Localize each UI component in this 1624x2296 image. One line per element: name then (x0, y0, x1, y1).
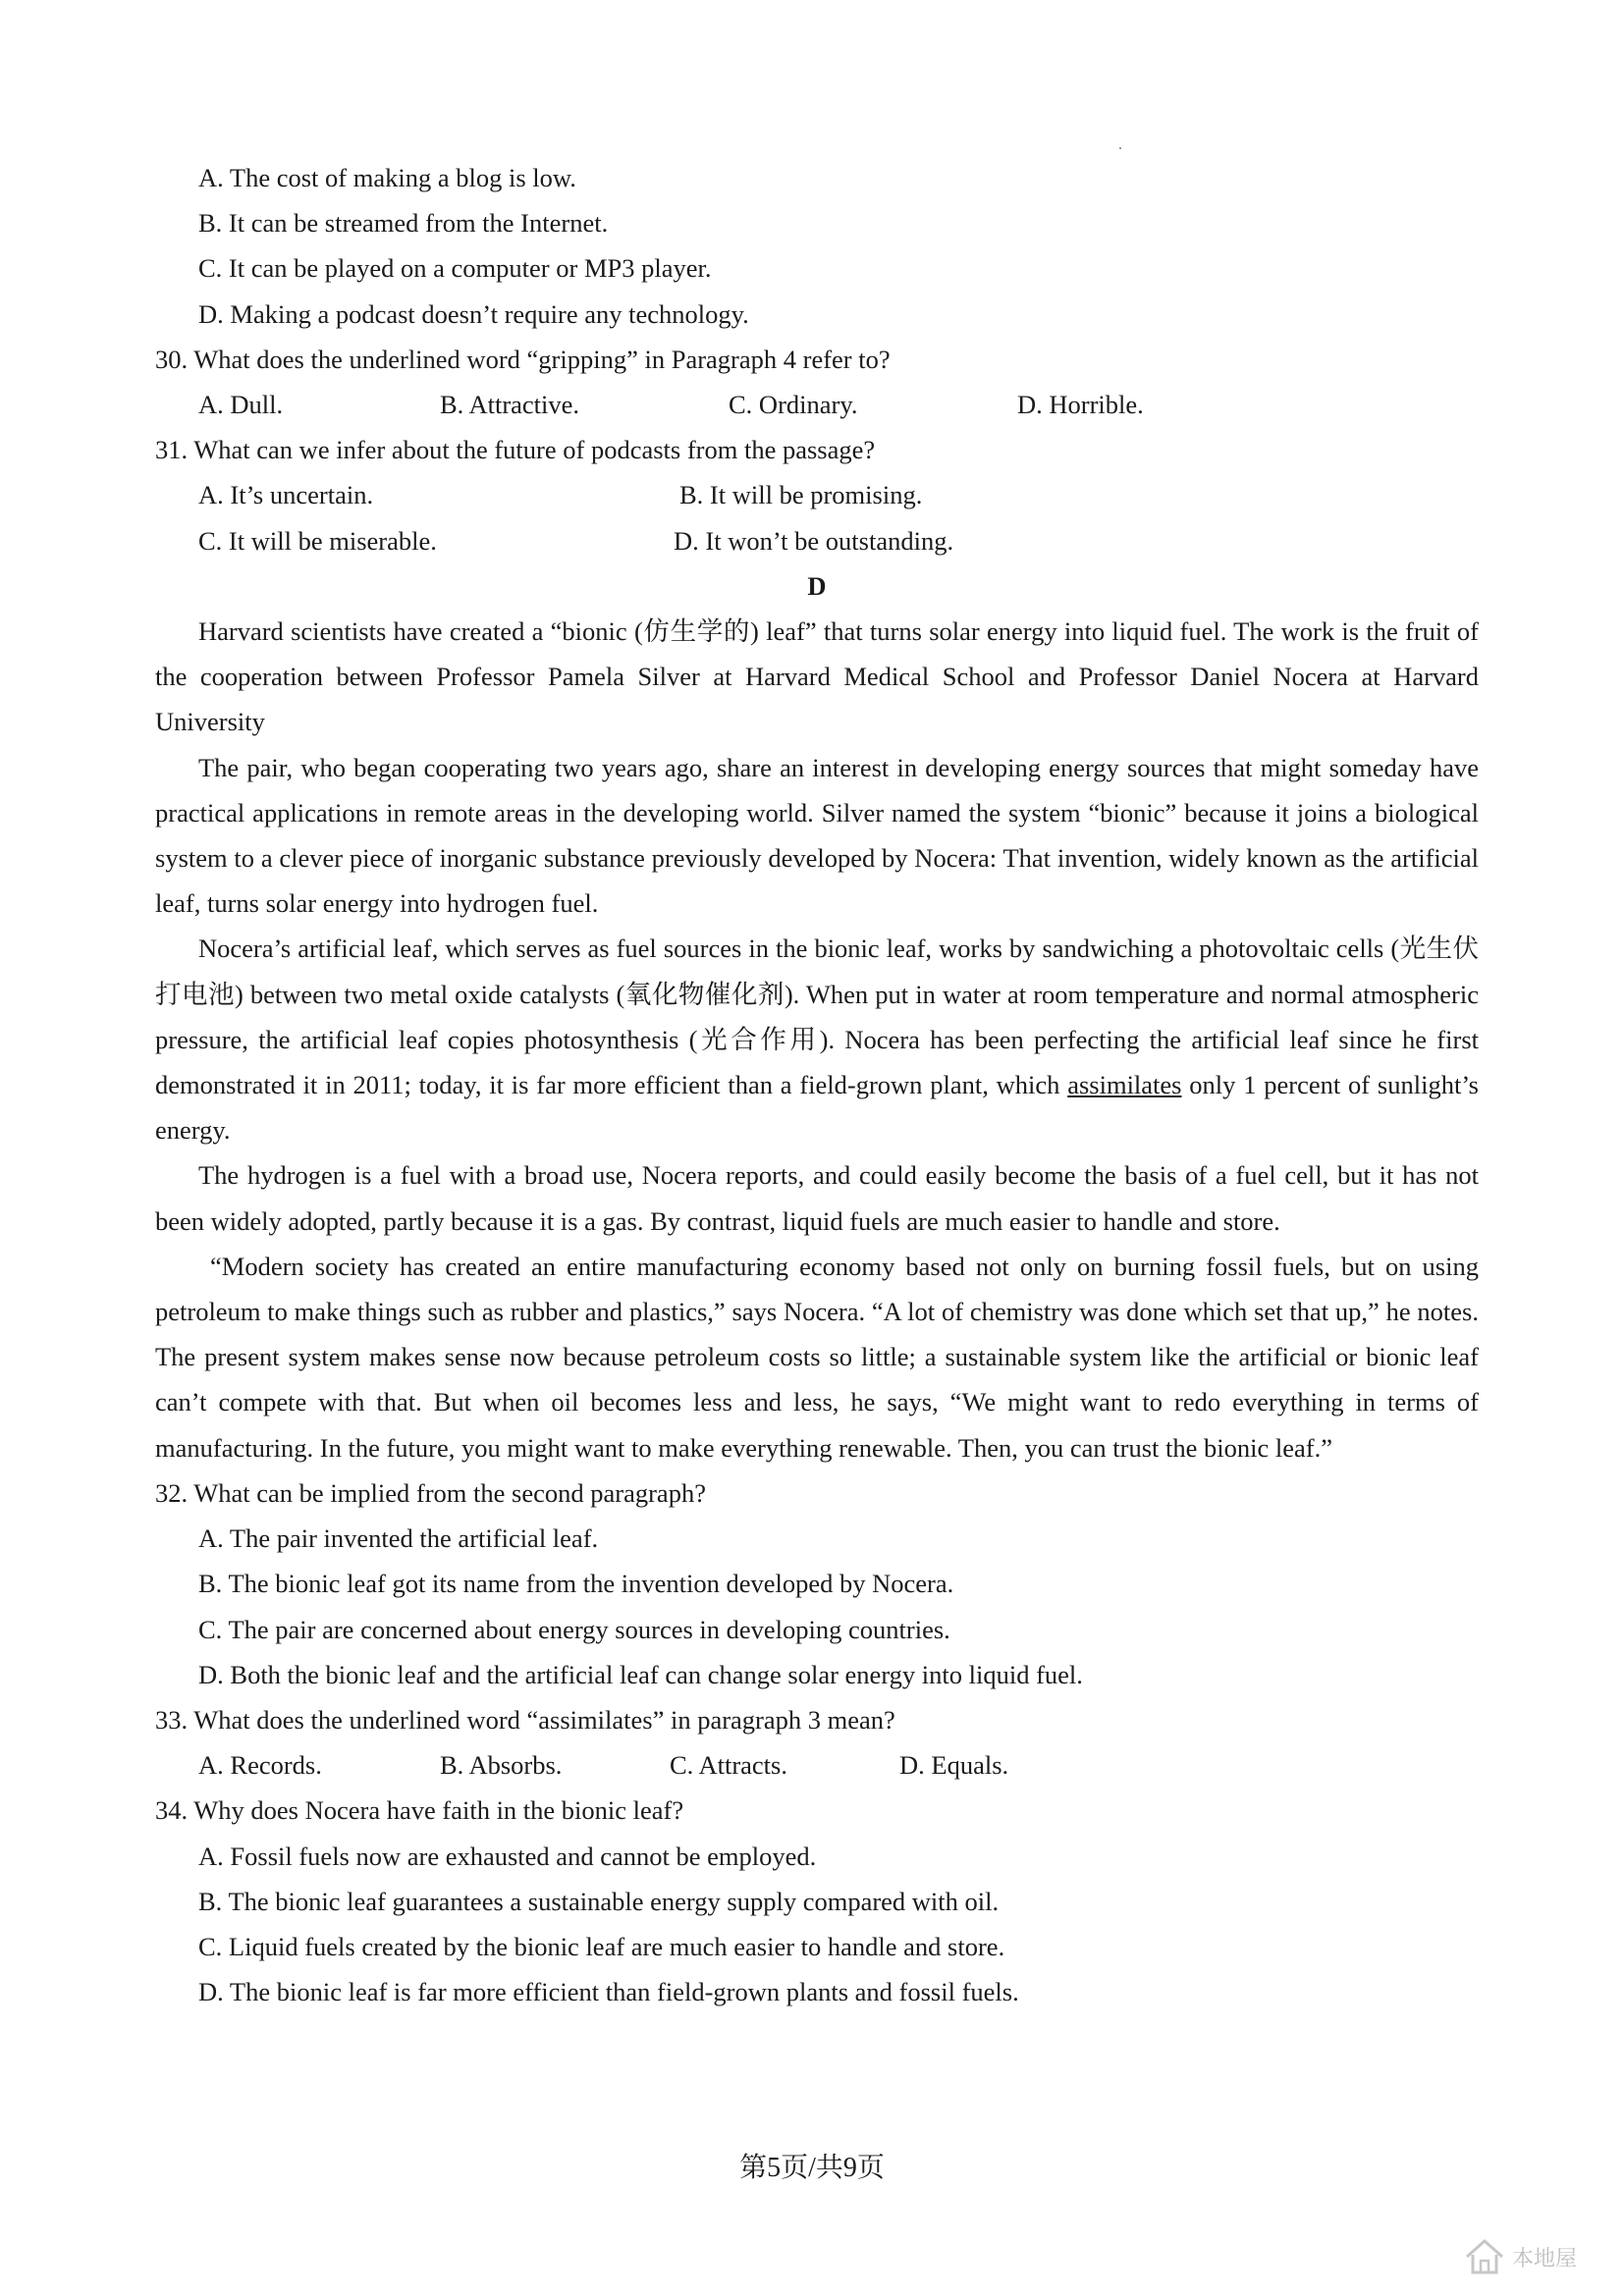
q32-option-a: A. The pair invented the artificial leaf. (198, 1523, 599, 1554)
q34-option-a: A. Fossil fuels now are exhausted and cannot be employed. (198, 1841, 817, 1871)
q31-stem: 31. What can we infer about the future of podcasts from the passage? (155, 435, 876, 465)
site-watermark (1463, 2229, 1610, 2284)
watermark-text: 本地屋 (1512, 2246, 1578, 2271)
passage-paragraph-5: “Modern society has created an entire manufacturing economy based not only on burning fossil fuels, but on using petroleum to make things such as rubber and plastics,” says Nocera. “A lot of chemistry was done which set that up,” he notes. The present system makes sense now because petroleum costs so little; a sustainable system like the artificial or bionic leaf can’t compete with that. But when oil becomes less and less, he says, “We might want to redo everything in terms of manufacturing. In the future, you might want to make everything renewable. Then, you can trust the bionic leaf.” (155, 1251, 1479, 1463)
q30-option-b: B. Attractive. (440, 390, 580, 420)
q29-option-c: C. It can be played on a computer or MP3 player. (198, 253, 712, 284)
passage-paragraph-4: The hydrogen is a fuel with a broad use, Nocera reports, and could easily become the basis of a fuel cell, but it has not been widely adopted, partly because it is a gas. By contrast, liquid fuels are much easier to handle and store. (155, 1160, 1479, 1236)
q31-option-d: D. It won’t be outstanding. (674, 525, 954, 556)
q32-stem: 32. What can be implied from the second paragraph? (155, 1477, 706, 1508)
passage-paragraph-2: The pair, who began cooperating two years ago, share an interest in developing energy sources that might someday have practical applications in remote areas in the developing world. Silver named the system “bionic” because it joins a biological system to a clever piece of inorganic substance previously developed by Nocera: That invention, widely known as the artificial leaf, turns solar energy into hydrogen fuel. (155, 752, 1479, 919)
q31-option-a: A. It’s uncertain. (198, 480, 374, 510)
q30-options (155, 382, 1479, 427)
q34-option-d: D. The bionic leaf is far more efficient than field-grown plants and fossil fuels. (198, 1977, 1019, 2007)
q30-option-a: A. Dull. (198, 390, 284, 420)
q32-option-c: C. The pair are concerned about energy sources in developing countries. (198, 1614, 950, 1644)
section-title: D (807, 570, 827, 601)
q33-stem: 33. What does the underlined word “assimilates” in paragraph 3 mean? (155, 1704, 895, 1735)
q33-option-c: C. Attracts. (670, 1750, 787, 1781)
q30-option-c: C. Ordinary. (729, 390, 858, 420)
q30-option-d: D. Horrible. (1017, 390, 1144, 420)
q29-option-d: D. Making a podcast doesn’t require any technology. (198, 298, 749, 329)
passage-paragraph-3 (155, 926, 1479, 1152)
exam-page (155, 155, 1479, 2014)
q34-stem: 34. Why does Nocera have faith in the bionic leaf? (155, 1795, 684, 1826)
q33-options (155, 1742, 1479, 1788)
scan-speck (1119, 147, 1121, 149)
q31-options-row2 (155, 518, 1479, 563)
q34-option-b: B. The bionic leaf guarantees a sustainable energy supply compared with oil. (198, 1886, 1000, 1916)
q29-option-a: A. The cost of making a blog is low. (198, 163, 576, 192)
q30-stem: 30. What does the underlined word “gripping” in Paragraph 4 refer to? (155, 344, 891, 374)
house-logo-icon (1463, 2235, 1506, 2278)
q29-option-b: B. It can be streamed from the Internet. (198, 208, 609, 239)
q32-option-d: D. Both the bionic leaf and the artificial leaf can change solar energy into liquid fuel. (198, 1659, 1083, 1689)
p3-text-after: only 1 percent of sunlight’s energy. (155, 1070, 1479, 1146)
underlined-word-assimilates: assimilates (1067, 1070, 1182, 1100)
p3-text-before: Nocera’s artificial leaf, which serves as fuel sources in the bionic leaf, works by sandwiching a photovoltaic cells (光生伏打电池) between two metal oxide catalysts (氧化物催化剂). When put in water at room temperature and normal atmospheric pressure, the artificial leaf copies photosynthesis (光合作用). Nocera has been perfecting the artificial leaf since he first demonstrated it in 2011; today, it is far more efficient than a field-grown plant, which (155, 934, 1479, 1100)
page-number-footer: 第5页/共9页 (739, 2153, 885, 2183)
q31-options-row1 (155, 472, 1479, 517)
q34-option-c: C. Liquid fuels created by the bionic leaf are much easier to handle and store. (198, 1931, 1005, 1961)
q32-option-b: B. The bionic leaf got its name from the invention developed by Nocera. (198, 1569, 954, 1599)
q31-option-c: C. It will be miserable. (198, 525, 437, 556)
passage-paragraph-1: Harvard scientists have created a “bionic (仿生学的) leaf” that turns solar energy into liquid fuel. The work is the fruit of the cooperation between Professor Pamela Silver at Harvard Medical School and Professor Daniel Nocera at Harvard University (155, 616, 1479, 737)
q31-option-b: B. It will be promising. (679, 480, 923, 510)
q33-option-a: A. Records. (198, 1750, 322, 1781)
q33-option-d: D. Equals. (899, 1750, 1009, 1781)
q33-option-b: B. Absorbs. (440, 1750, 563, 1781)
